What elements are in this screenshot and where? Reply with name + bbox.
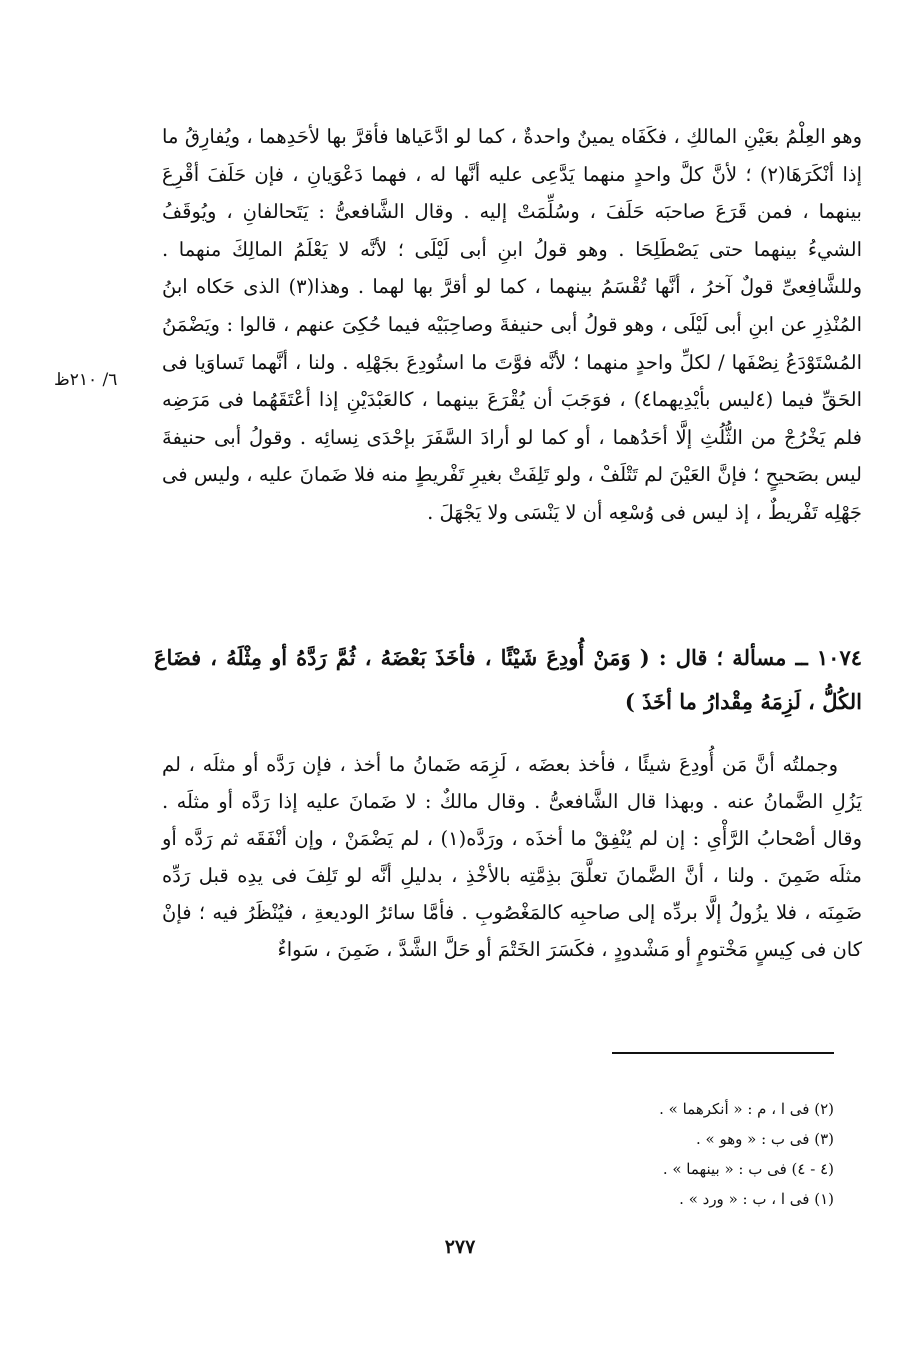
footnote-separator — [612, 1052, 834, 1054]
explanation-paragraph: وجملتُه أنَّ مَن أُودِعَ شيئًا ، فأخذ بعضَه ، لَزِمَه ضَمانُ ما أخذ ، فإن رَدَّه أو مثلَه ، لم يَزُلِ الضَّمانُ عنه . وبهذا قال الشَّافعىُّ . وقال مالكٌ : لا ضَمانَ عليه إذا رَدَّه أو مثلَه . وقال أصْحابُ الرَّأْىِ : إن لم يُنْفِقْ ما أخذَه ، ورَدَّه(١) ، لم يَضْمَنْ ، وإن أنْفَقَه ثم رَدَّه أو مثلَه ضَمِنَ . ولنا ، أنَّ الضَّمانَ تعلَّقَ بذِمَّتِه بالأخْذِ ، بدليلِ أنَّه لو تَلِفَ فى يدِه قبل رَدِّه ضَمِنَه ، فلا يزُولُ إلَّا بردِّه إلى صاحبِه كالمَغْصُوبِ . فأمَّا سائرُ الوديعةِ ، فيُنْظَرُ فيه ؛ فإنْ كان فى كِيسٍ مَخْتومٍ أو مَشْدودٍ ، فكَسَرَ الخَتْمَ أو حَلَّ الشَّدَّ ، ضَمِنَ ، سَواءٌ — [162, 753, 862, 961]
footnote: (٤ - ٤) فى ب : « بينهما » . — [662, 1160, 834, 1178]
manuscript-folio-marginal-note: ٦/ ٢١٠ظ — [54, 370, 118, 390]
page-number: ٢٧٧ — [444, 1236, 476, 1258]
footnotes-list — [414, 1094, 834, 1214]
footnote: (١) فى ا ، ب : « ورد » . — [679, 1190, 834, 1208]
issue-heading — [154, 636, 862, 724]
explanation-block — [162, 746, 862, 968]
main-paragraph: وهو العِلْمُ بعَيْنِ المالكِ ، فكَفَاه يمينٌ واحدةٌ ، كما لو ادَّعَياها فأقرَّ بها لأحَدِهما ، ويُفارِقُ ما إذا أنْكَرَهَا(٢) ؛ لأنَّ كلَّ واحدٍ منهما يَدَّعِى عليه أنَّها له ، فهما دَعْوَيانِ ، فإن حَلَفَ أقْرِعَ بينهما ، فمن قَرَعَ صاحبَه حَلَفَ ، وسُلِّمَتْ إليه . وقال الشَّافعىُّ : يَتَحالفانِ ، ويُوقَفُ الشيءُ بينهما حتى يَصْطَلِحَا . وهو قولُ ابنِ أبى لَيْلَى ؛ لأنَّه لا يَعْلَمُ المالِكَ منهما . وللشَّافِعىِّ قولٌ آخرُ ، أنَّها تُقْسَمُ بينهما ، كما لو أقرَّ بها لهما . وهذا(٣) الذى حَكاه ابنُ المُنْذِرِ عن ابنِ أبى لَيْلَى ، وهو قولُ أبى حنيفةَ وصاحِبَيْه فيما حُكِىَ عنهم ، قالوا : ويَضْمَنُ المُسْتَوْدَعُ نِصْفَها / لكلِّ واحدٍ منهما ؛ لأنَّه فوَّتَ ما استُودِعَ بجَهْلِه . ولنا ، أنَّهما تَساوَيا فى الحَقِّ فيما (٤ليس بأيْدِيهما٤) ، فوَجَبَ أن يُقْرَعَ بينهما ، كالعَبْدَيْنِ إذا أعْتَقَهُما فى مَرَضِه فلم يَخْرُجْ من الثُّلُثِ إلَّا أحَدُهما ، أو كما لو أرادَ السَّفَرَ بإحْدَى نِسائِه . وقولُ أبى حنيفةَ ليس بصَحيحٍ ؛ فإنَّ العَيْنَ لم تَتْلَفْ ، ولو تَلِفَتْ بغيرِ تَفْريطٍ منه فلا ضَمانَ عليه ، وليس فى جَهْلِه تَفْريطٌ ، إذ ليس فى وُسْعِه أن لا يَنْسَى ولا يَجْهَلَ . — [162, 125, 863, 524]
footnote: (٢) فى ا ، م : « أنكرهما » . — [659, 1100, 834, 1118]
issue-number: ١٠٧٤ — [816, 645, 863, 670]
main-text-block — [162, 118, 862, 532]
footnote: (٣) فى ب : « وهو » . — [695, 1130, 834, 1148]
issue-text: ــ مسألة ؛ قال : ( وَمَنْ أُودِعَ شَيْئًا ، فأخَذَ بَعْضَهُ ، ثُمَّ رَدَّهُ أو مِثْلَهُ ، فضَاعَ الكُلُّ ، لَزِمَهُ مِقْدارُ ما أخَذَ ) — [154, 645, 862, 714]
